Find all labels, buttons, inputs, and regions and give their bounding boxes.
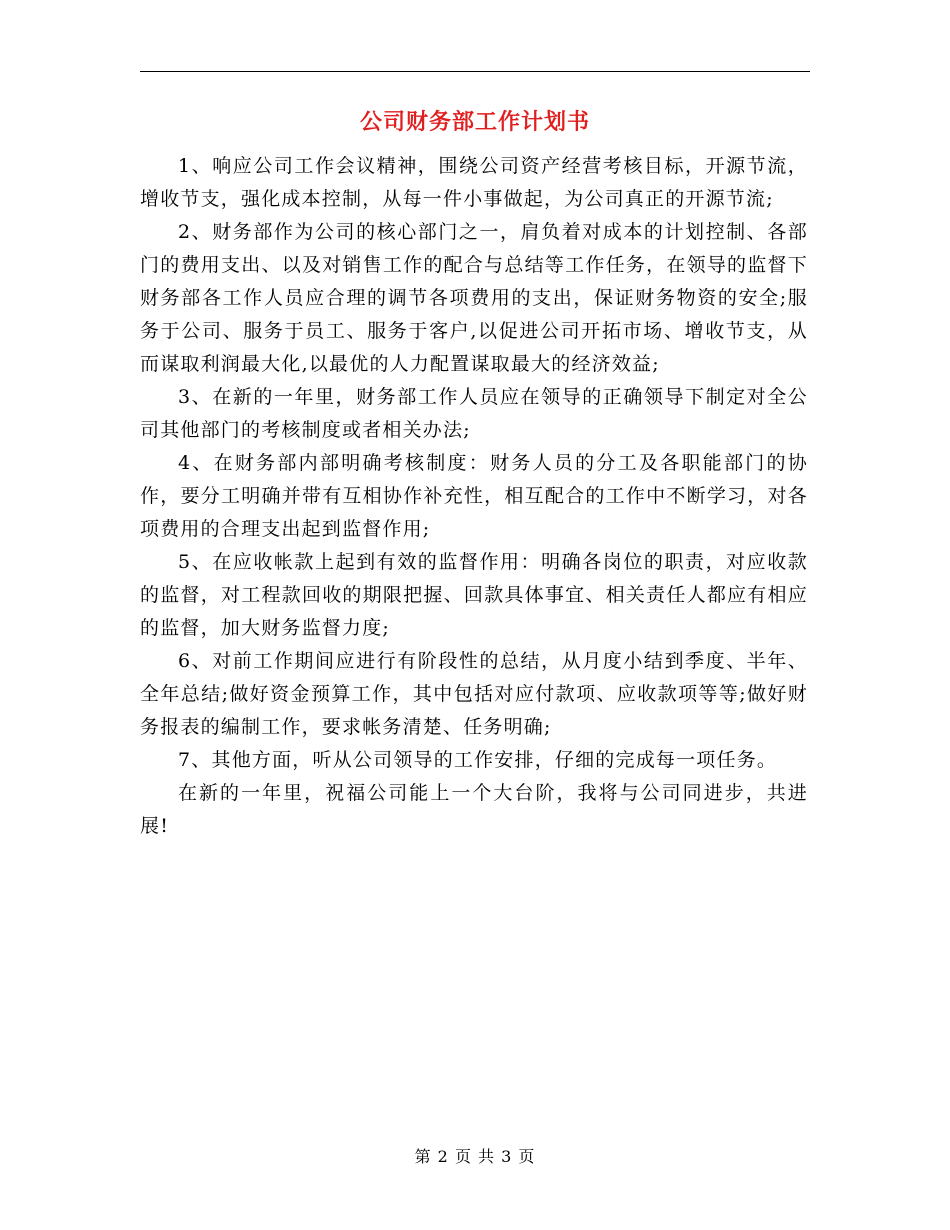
paragraph-2: 2、财务部作为公司的核心部门之一，肩负着对成本的计划控制、各部门的费用支出、以及对销售工作的配合与总结等工作任务，在领导的监督下财务部各工作人员应合理的调节各项费用的支出，保证财务物资的安全;服务于公司、服务于员工、服务于客户,以促进公司开拓市场、增收节支，从而谋取利润最大化,以最优的人力配置谋取最大的经济效益; <box>140 221 808 375</box>
document-body <box>140 150 808 843</box>
paragraph-1: 1、响应公司工作会议精神，围绕公司资产经营考核目标，开源节流，增收节支，强化成本控制，从每一件小事做起，为公司真正的开源节流; <box>140 155 808 210</box>
paragraph-closing: 在新的一年里，祝福公司能上一个大台阶，我将与公司同进步，共进展! <box>140 782 808 837</box>
paragraph-7: 7、其他方面，听从公司领导的工作安排，仔细的完成每一项任务。 <box>178 749 778 771</box>
document-title: 公司财务部工作计划书 <box>359 109 590 135</box>
paragraph-3: 3、在新的一年里，财务部工作人员应在领导的正确领导下制定对全公司其他部门的考核制度或者相关办法; <box>140 386 808 441</box>
header-rule <box>140 71 810 72</box>
paragraph-5: 5、在应收帐款上起到有效的监督作用：明确各岗位的职责，对应收款的监督，对工程款回收的期限把握、回款具体事宜、相关责任人都应有相应的监督，加大财务监督力度; <box>140 551 808 639</box>
paragraph-4: 4、在财务部内部明确考核制度：财务人员的分工及各职能部门的协作，要分工明确并带有互相协作补充性，相互配合的工作中不断学习，对各项费用的合理支出起到监督作用; <box>140 452 808 540</box>
paragraph-6: 6、对前工作期间应进行有阶段性的总结，从月度小结到季度、半年、全年总结;做好资金预算工作，其中包括对应付款项、应收款项等等;做好财务报表的编制工作，要求帐务清楚、任务明确; <box>140 650 808 738</box>
page-number: 第 2 页 共 3 页 <box>414 1147 536 1166</box>
